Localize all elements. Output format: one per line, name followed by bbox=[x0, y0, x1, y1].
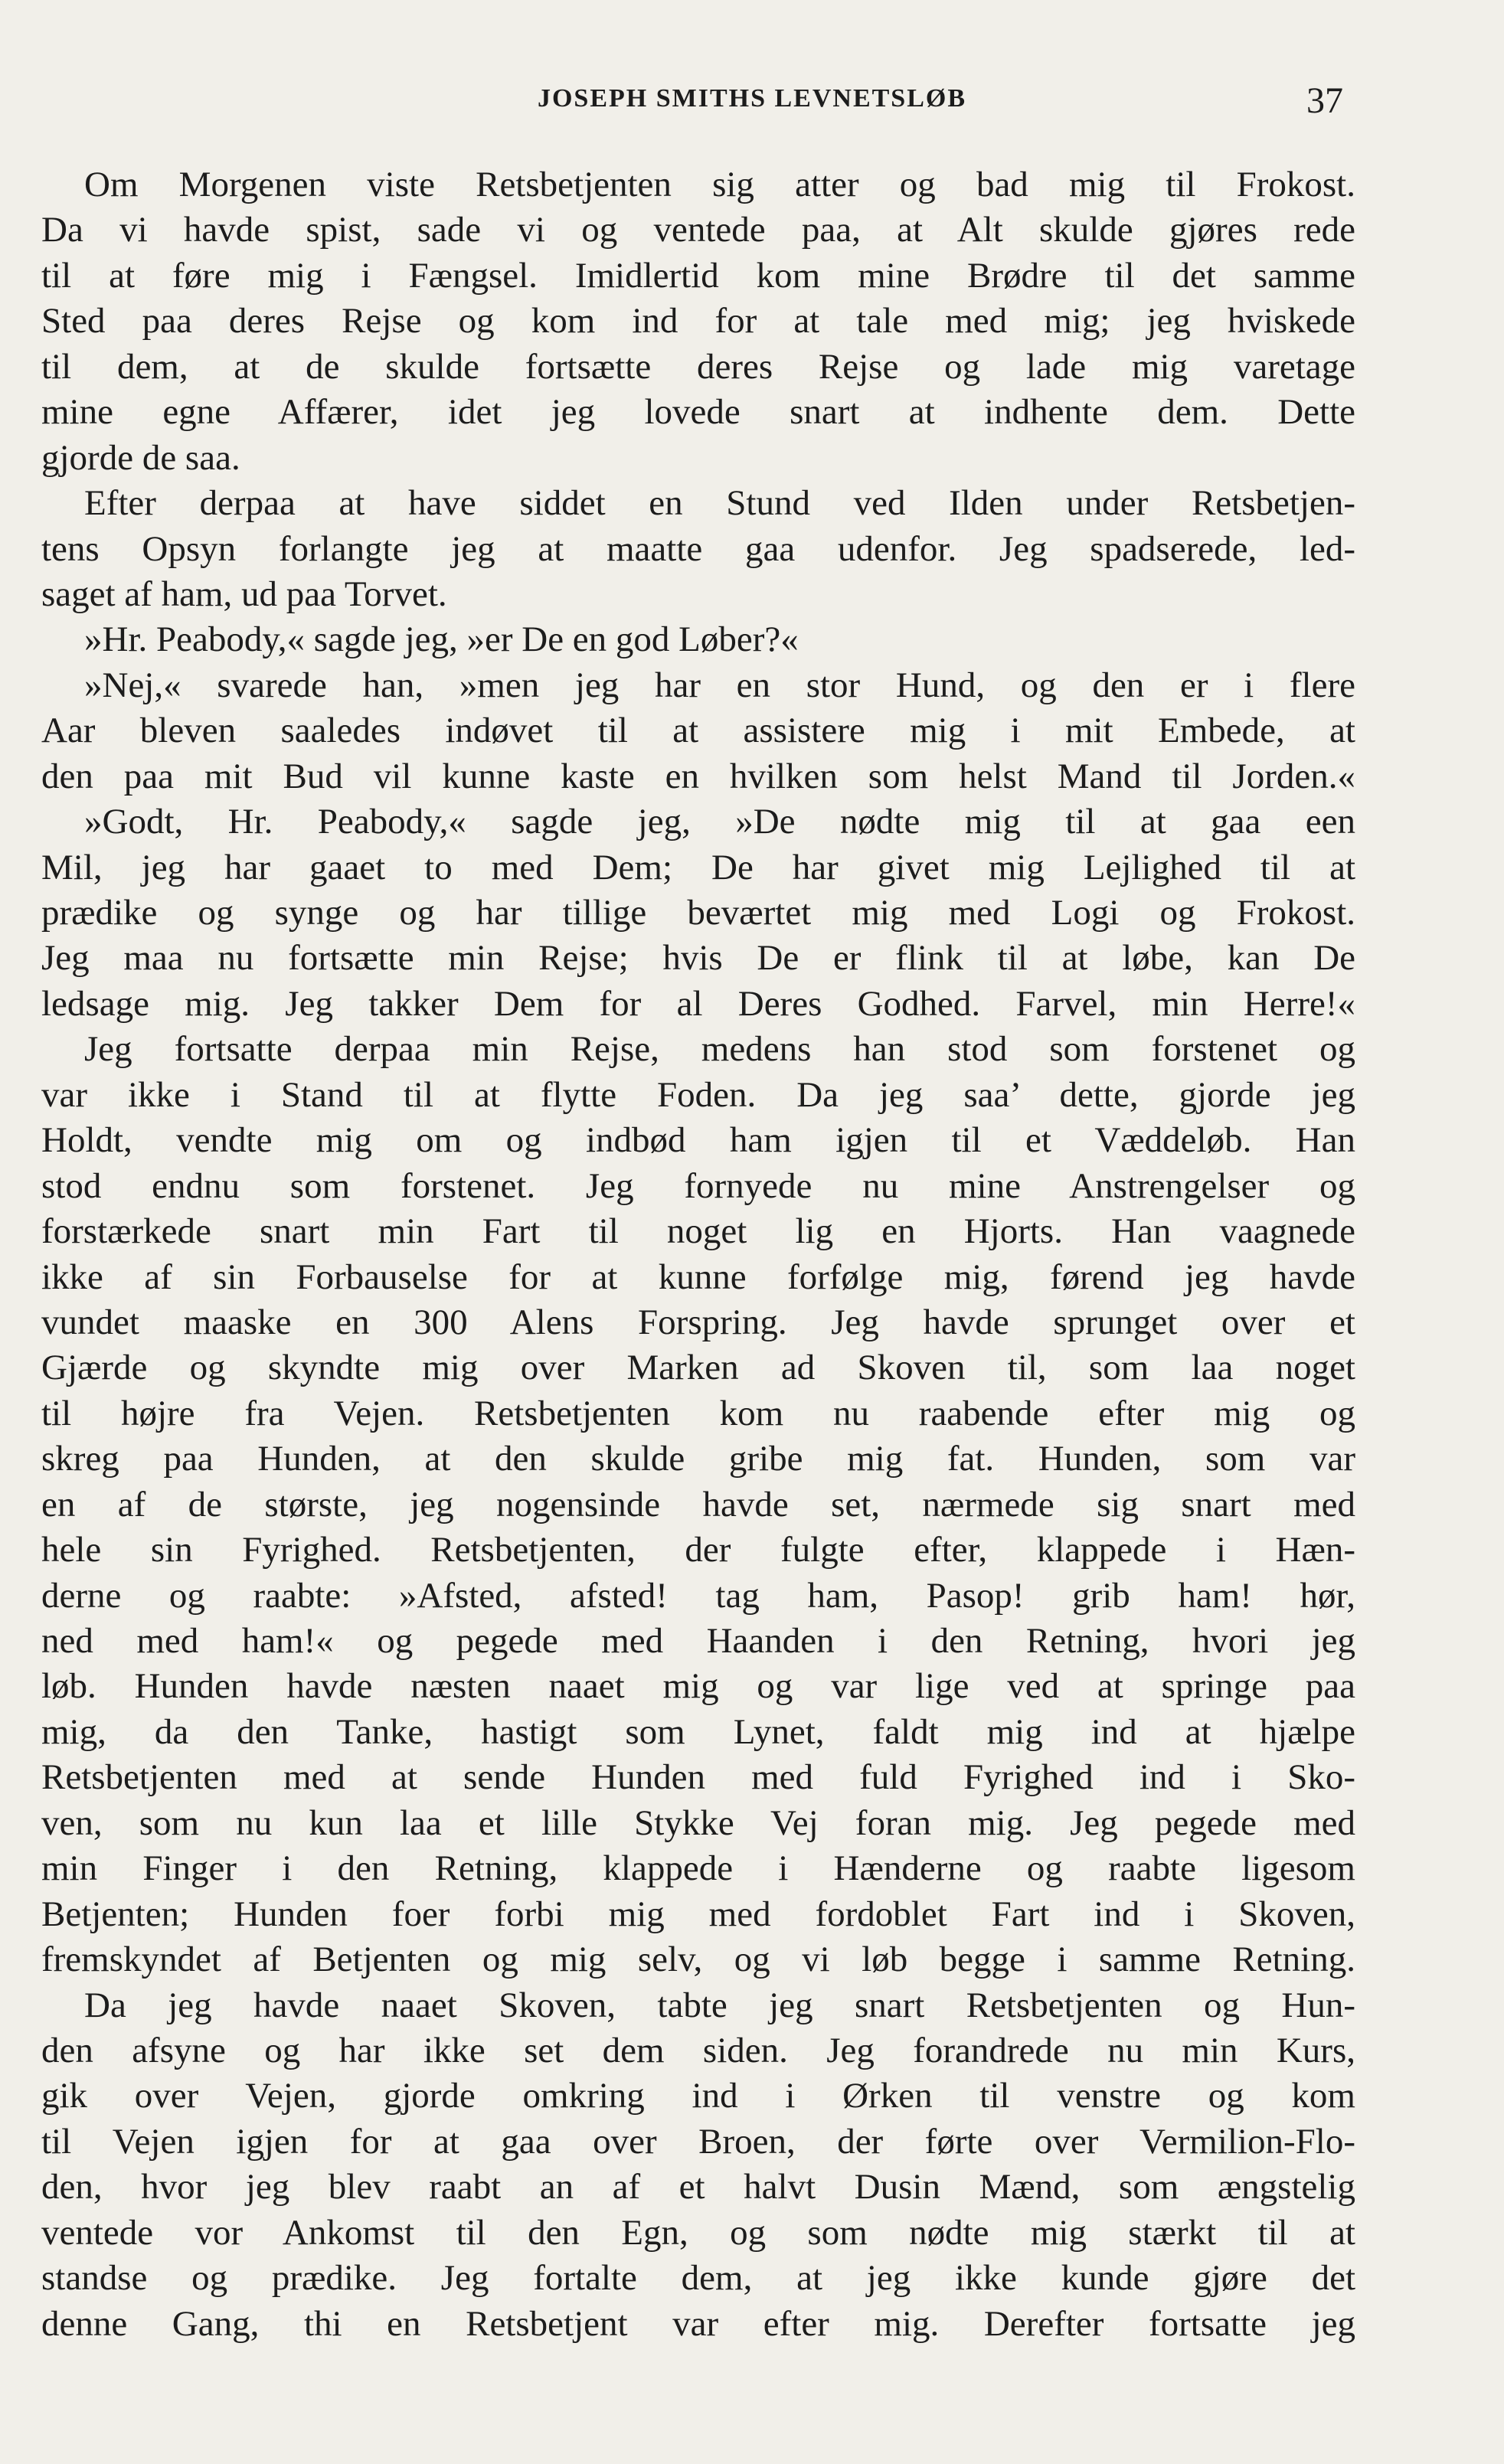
text-line: Betjenten; Hunden foer forbi mig med fordoblet Fart ind i Skoven, bbox=[41, 1894, 1355, 1934]
text-line: denne Gang, thi en Retsbetjent var efter mig. Derefter fortsatte jeg bbox=[41, 2303, 1355, 2344]
text-line: løb. Hunden havde næsten naaet mig og var lige ved at springe paa bbox=[41, 1666, 1355, 1707]
text-line: derne og raabte: »Afsted, afsted! tag ham, Pasop! grib ham! hør, bbox=[41, 1575, 1355, 1616]
text-line: stod endnu som forstenet. Jeg fornyede nu mine Anstrengelser og bbox=[41, 1165, 1355, 1206]
text-line: den paa mit Bud vil kunne kaste en hvilken som helst Mand til Jorden.« bbox=[41, 756, 1355, 796]
text-line: til dem, at de skulde fortsætte deres Rejse og lade mig varetage bbox=[41, 346, 1355, 387]
text-line: prædike og synge og har tillige beværtet mig med Logi og Frokost. bbox=[41, 893, 1355, 933]
text-line: ventede vor Ankomst til den Egn, og som nødte mig stærkt til at bbox=[41, 2212, 1355, 2253]
text-line: til at føre mig i Fængsel. Imidlertid kom mine Brødre til det samme bbox=[41, 255, 1355, 296]
text-line: »Godt, Hr. Peabody,« sagde jeg, »De nødte mig til at gaa een bbox=[84, 802, 1355, 842]
running-head bbox=[0, 80, 1504, 126]
text-line: forstærkede snart min Fart til noget lig en Hjorts. Han vaagnede bbox=[41, 1211, 1355, 1252]
text-line: den, hvor jeg blev raabt an af et halvt Dusin Mænd, som ængstelig bbox=[41, 2167, 1355, 2207]
text-line: Da jeg havde naaet Skoven, tabte jeg snart Retsbetjenten og Hun- bbox=[84, 1985, 1355, 2025]
text-line: tens Opsyn forlangte jeg at maatte gaa udenfor. Jeg spadserede, led- bbox=[41, 528, 1355, 569]
text-line: gik over Vejen, gjorde omkring ind i Ørken til venstre og kom bbox=[41, 2076, 1355, 2116]
text-line: Aar bleven saaledes indøvet til at assistere mig i mit Embede, at bbox=[41, 711, 1355, 751]
text-line: Holdt, vendte mig om og indbød ham igjen til et Væddeløb. Han bbox=[41, 1120, 1355, 1161]
text-line: Mil, jeg har gaaet to med Dem; De har givet mig Lejlighed til at bbox=[41, 847, 1355, 887]
text-line: til højre fra Vejen. Retsbetjenten kom nu raabende efter mig og bbox=[41, 1393, 1355, 1433]
text-line: ned med ham!« og pegede med Haanden i den Retning, hvori jeg bbox=[41, 1621, 1355, 1661]
page-number: 37 bbox=[1306, 80, 1343, 121]
text-line: standse og prædike. Jeg fortalte dem, at jeg ikke kunde gjøre det bbox=[41, 2258, 1355, 2299]
text-line: mig, da den Tanke, hastigt som Lynet, faldt mig ind at hjælpe bbox=[41, 1711, 1355, 1752]
text-line: ledsage mig. Jeg takker Dem for al Deres Godhed. Farvel, min Herre!« bbox=[41, 983, 1355, 1024]
text-line: ikke af sin Forbauselse for at kunne forfølge mig, førend jeg havde bbox=[41, 1257, 1355, 1297]
text-line: Efter derpaa at have siddet en Stund ved Ilden under Retsbetjen- bbox=[84, 483, 1355, 524]
text-line: skreg paa Hunden, at den skulde gribe mig fat. Hunden, som var bbox=[41, 1439, 1355, 1479]
text-line: til Vejen igjen for at gaa over Broen, der førte over Vermilion-Flo- bbox=[41, 2121, 1355, 2162]
text-line: hele sin Fyrighed. Retsbetjenten, der fulgte efter, klappede i Hæn- bbox=[41, 1530, 1355, 1570]
text-line: Jeg fortsatte derpaa min Rejse, medens han stod som forstenet og bbox=[84, 1029, 1355, 1070]
text-line: Om Morgenen viste Retsbetjenten sig atter og bad mig til Frokost. bbox=[84, 165, 1355, 204]
text-line: ven, som nu kun laa et lille Stykke Vej foran mig. Jeg pegede med bbox=[41, 1802, 1355, 1843]
text-line: Retsbetjenten med at sende Hunden med fuld Fyrighed ind i Sko- bbox=[41, 1757, 1355, 1798]
text-line: Da vi havde spist, sade vi og ventede paa, at Alt skulde gjøres rede bbox=[41, 210, 1355, 250]
text-line: Jeg maa nu fortsætte min Rejse; hvis De er flink til at løbe, kan De bbox=[41, 938, 1355, 979]
text-line: Sted paa deres Rejse og kom ind for at tale med mig; jeg hviskede bbox=[41, 301, 1355, 341]
text-line: »Nej,« svarede han, »men jeg har en stor Hund, og den er i flere bbox=[84, 665, 1355, 705]
text-line: saget af ham, ud paa Torvet. bbox=[41, 574, 447, 614]
text-line: »Hr. Peabody,« sagde jeg, »er De en god Løber?« bbox=[84, 619, 799, 660]
text-line: gjorde de saa. bbox=[41, 437, 240, 478]
body-text bbox=[41, 162, 1355, 2347]
text-line: en af de største, jeg nogensinde havde set, nærmede sig snart med bbox=[41, 1484, 1355, 1524]
text-line: fremskyndet af Betjenten og mig selv, og vi løb begge i samme Retning. bbox=[41, 1940, 1355, 1980]
text-line: var ikke i Stand til at flytte Foden. Da jeg saa’ dette, gjorde jeg bbox=[41, 1074, 1355, 1115]
running-title: JOSEPH SMITHS LEVNETSLØB bbox=[537, 84, 967, 113]
text-line: mine egne Affærer, idet jeg lovede snart at indhente dem. Dette bbox=[41, 392, 1355, 433]
text-line: min Finger i den Retning, klappede i Hænderne og raabte ligesom bbox=[41, 1848, 1355, 1889]
text-line: Gjærde og skyndte mig over Marken ad Skoven til, som laa noget bbox=[41, 1348, 1355, 1388]
text-line: den afsyne og har ikke set dem siden. Jeg forandrede nu min Kurs, bbox=[41, 2030, 1355, 2070]
text-line: vundet maaske en 300 Alens Forspring. Jeg havde sprunget over et bbox=[41, 1302, 1355, 1342]
